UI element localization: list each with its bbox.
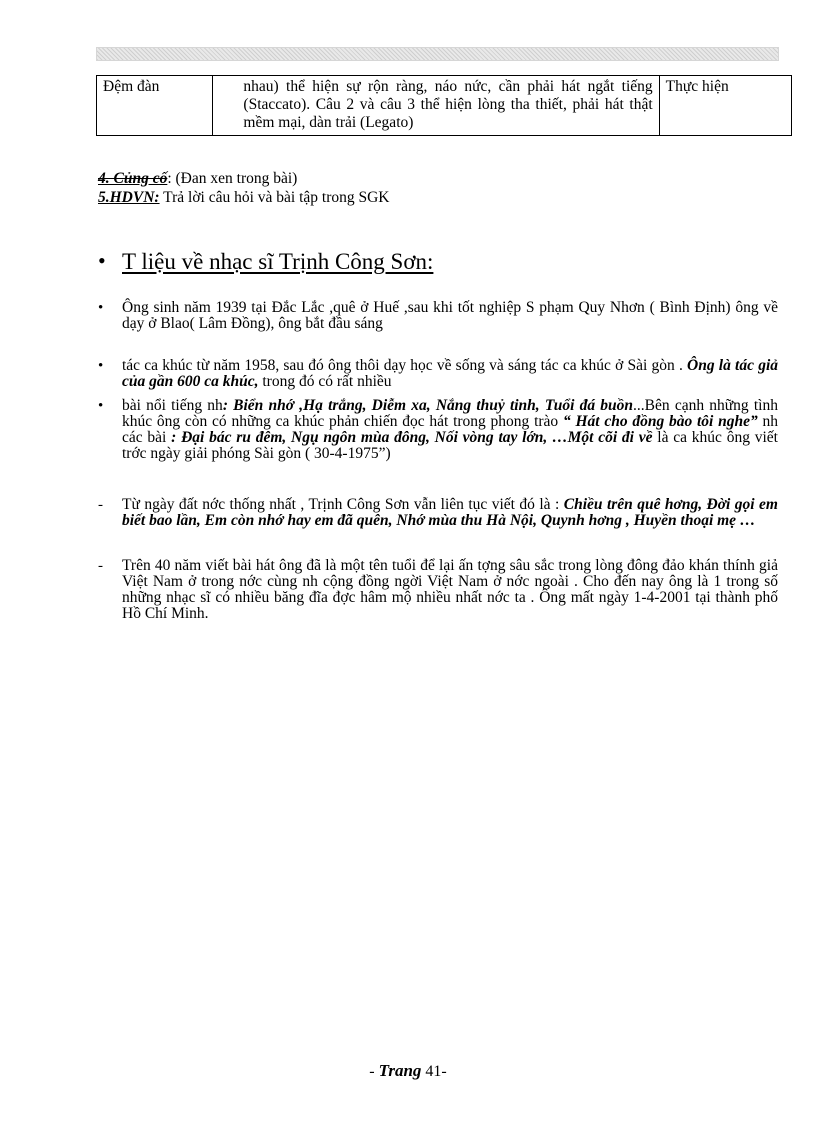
page-footer	[0, 1061, 816, 1081]
header-decoration-bar	[96, 47, 779, 61]
paragraph-2	[98, 358, 778, 390]
paragraph-text	[122, 497, 778, 529]
table-cell-content: nhau) thể hiện sự rộn ràng, náo nức, cần phải hát ngắt tiếng (Staccato). Câu 2 và câu 3 thể hiện lòng tha thiết, phải hát thật mềm mại, dàn trải (Legato)	[213, 76, 659, 136]
bullet-icon: •	[98, 248, 106, 273]
text-run: Từ ngày đất nớc thống nhất , Trịnh Công Sơn vẫn liên tục viết đó là :	[122, 496, 564, 513]
hdvn-text: Trả lời câu hỏi và bài tập trong SGK	[159, 189, 390, 206]
footer-prefix: -	[369, 1063, 379, 1080]
paragraph-text	[122, 358, 778, 390]
cung-co-text: : (Đan xen trong bài)	[167, 170, 298, 187]
hdvn-line	[98, 189, 390, 207]
paragraph-4	[98, 497, 778, 529]
text-run: nh các bài	[122, 413, 778, 446]
song-list: : Biển nhớ ,Hạ trắng, Diễm xa, Nắng thuỷ tinh, Tuổi đá buồn	[222, 397, 634, 414]
page-number: 41-	[421, 1063, 447, 1080]
cung-co-label: 4. Củng cố	[98, 170, 168, 187]
paragraph-5	[98, 558, 778, 622]
paragraph-1	[98, 300, 778, 332]
text-run: ...Bên cạnh những tình khúc ông còn có những ca khúc phản chiến đọc hát trong phong trào	[122, 397, 778, 430]
song-list: : Đại bác ru đêm, Ngụ ngôn mùa đông, Nối vòng tay lớn, …Một cõi đi về	[171, 429, 653, 446]
bullet-icon: •	[98, 358, 104, 374]
dash-marker: -	[98, 558, 103, 574]
movement-name: “ Hát cho đồng bào tôi nghe”	[562, 413, 758, 430]
bullet-icon: •	[98, 300, 104, 316]
dash-marker: -	[98, 497, 103, 513]
table-cell-action: Thực hiện	[659, 76, 791, 136]
text-run: bài nổi tiếng nh	[122, 397, 223, 414]
section-title	[98, 247, 698, 276]
page-label: Trang	[378, 1061, 422, 1080]
section-title-text: T liệu về nhạc sĩ Trịnh Công Sơn:	[122, 249, 434, 274]
text-run: là ca khúc ông viết trớc ngày giải phóng Sài gòn ( 30-4-1975”)	[122, 429, 778, 462]
hdvn-label: 5.HDVN:	[98, 189, 160, 206]
table-row	[97, 76, 792, 136]
text-run: trong đó có rất nhiều	[258, 373, 392, 390]
lesson-table	[96, 75, 792, 136]
table-cell-activity: Đệm đàn	[97, 76, 213, 136]
song-list: Chiều trên quê hơng, Đời gọi em biết bao lần, Em còn nhớ hay em đã quên, Nhớ mùa thu Hà Nội, Quynh hơng , Huyền thoại mẹ …	[122, 496, 778, 529]
paragraph-text: Trên 40 năm viết bài hát ông đã là một tên tuổi để lại ấn tợng sâu sắc trong lòng đông đảo khán thính giả Việt Nam ở trong nớc cùng nh cộng đồng ngời Việt Nam ở nớc ngoài . Cho đến nay ông là 1 trong số những nhạc sĩ có nhiều băng đĩa đợc hâm mộ nhiều nhất nớc ta . Ông mất ngày 1-4-2001 tại thành phố Hồ Chí Minh.	[122, 557, 778, 622]
cung-co-line	[98, 170, 297, 188]
paragraph-3	[98, 398, 778, 462]
text-run: tác ca khúc từ năm 1958, sau đó ông thôi dạy học về sống và sáng tác ca khúc ở Sài gòn .	[122, 357, 688, 374]
paragraph-text: Ông sinh năm 1939 tại Đắc Lắc ,quê ở Huế ,sau khi tốt nghiệp S phạm Quy Nhơn ( Bình Định) ông về dạy ở Blao( Lâm Đồng), ông bắt đầu sáng	[122, 299, 778, 332]
bullet-icon: •	[98, 398, 104, 414]
paragraph-text	[122, 398, 778, 462]
emphasis-text: Ông là tác giả của gần 600 ca khúc,	[122, 357, 778, 390]
